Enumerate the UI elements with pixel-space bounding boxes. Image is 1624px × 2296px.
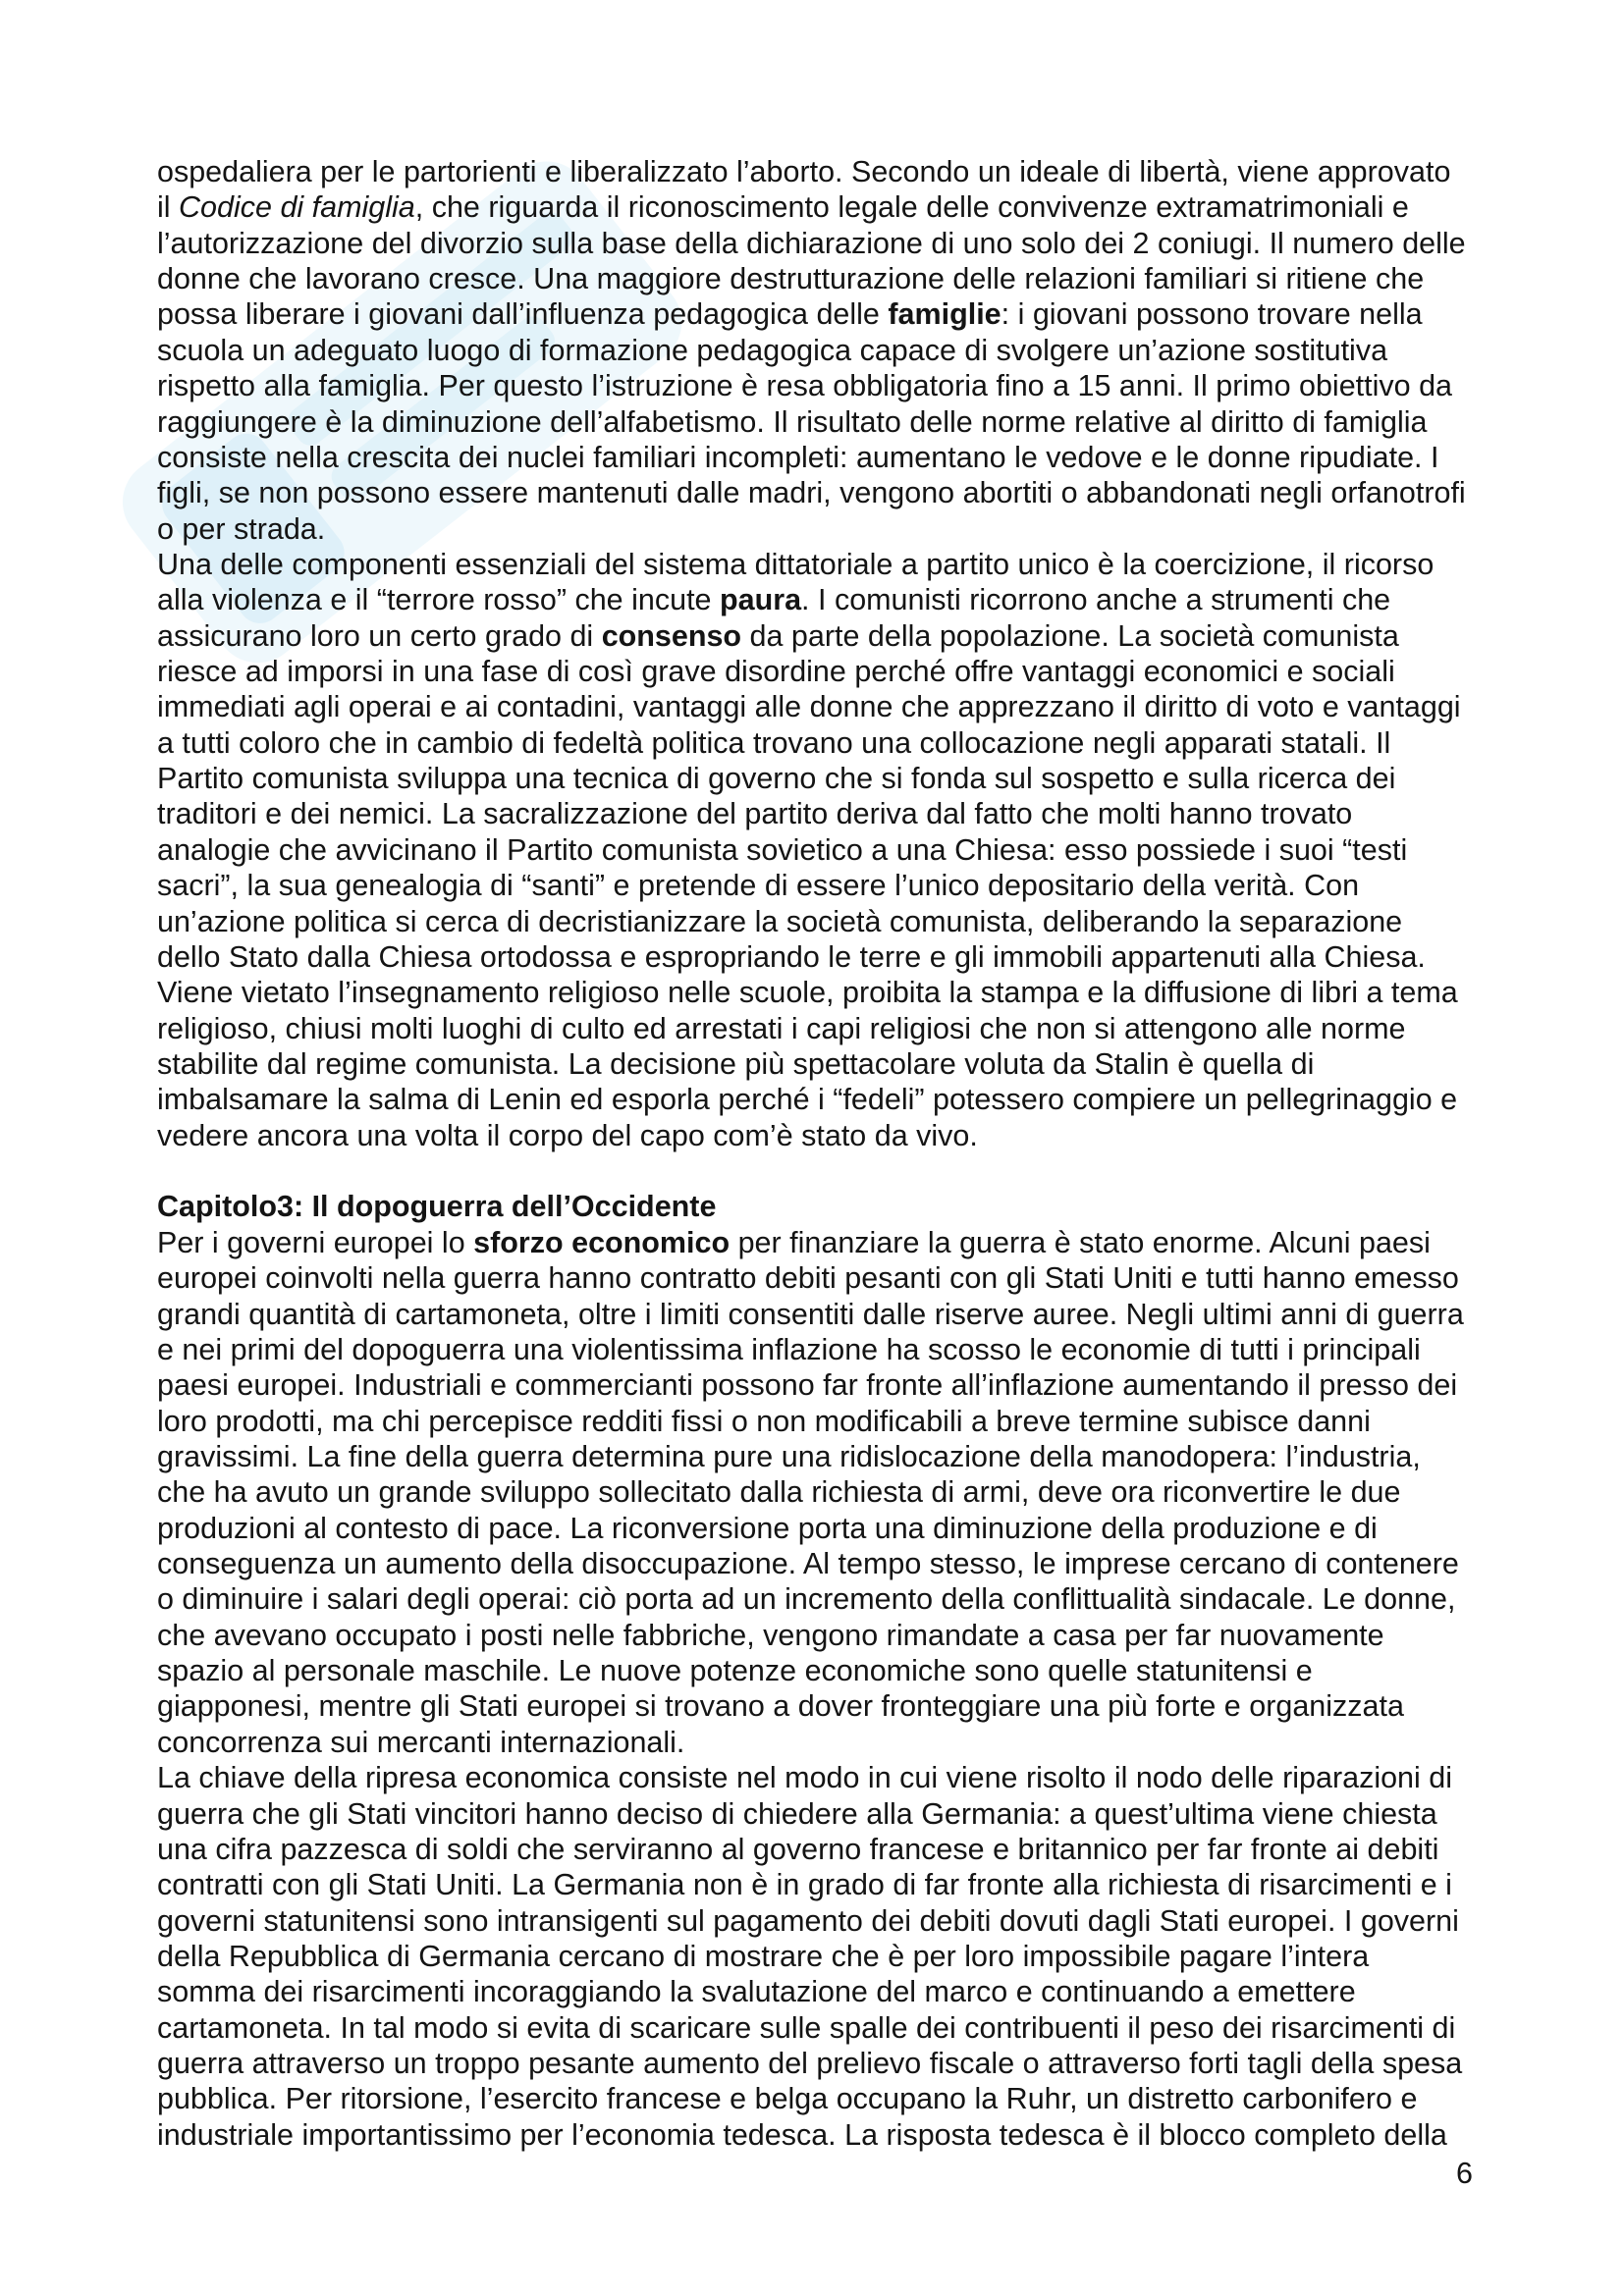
text-line	[157, 2046, 1466, 2081]
paragraph	[157, 154, 1466, 547]
text-run: contratti con gli Stati Uniti. La Germania non è in grado di far fronte alla richiesta di risarcimenti e i	[157, 1868, 1452, 1902]
text-run: : i giovani possono trovare nella	[1001, 297, 1423, 332]
text-run: Per i governi europei lo	[157, 1225, 474, 1259]
text-line	[157, 1725, 1466, 1760]
text-line	[157, 1118, 1466, 1153]
text-run: scuola un adeguato luogo di formazione pedagogica capace di svolgere un’azione sostitutiva	[157, 333, 1388, 367]
text-run: pubblica. Per ritorsione, l’esercito francese e belga occupano la Ruhr, un distretto carbonifero e	[157, 2082, 1418, 2116]
text-line	[157, 904, 1466, 939]
text-run: rispetto alla famiglia. Per questo l’istruzione è resa obbligatoria fino a 15 anni. Il primo obiettivo da	[157, 369, 1453, 403]
text-line	[157, 547, 1466, 582]
text-run: o diminuire i salari degli operai: ciò porta ad un incremento della conflittualità sindacale. Le donne,	[157, 1582, 1456, 1617]
bold-text: sforzo economico	[473, 1225, 731, 1259]
page-number: 6	[1456, 2157, 1473, 2190]
text-run: possa liberare i giovani dall’influenza pedagogica delle	[157, 297, 889, 332]
text-run: figli, se non possono essere mantenuti dalle madri, vengono abortiti o abbandonati negli orfanotrofi	[157, 476, 1466, 510]
text-line	[157, 1796, 1466, 1832]
text-run: Partito comunista sviluppa una tecnica di governo che si fonda sul sospetto e sulla ricerca dei	[157, 762, 1396, 796]
text-line	[157, 154, 1466, 189]
text-line	[157, 1974, 1466, 2009]
text-run: della Repubblica di Germania cercano di mostrare che è per loro impossibile pagare l’intera	[157, 1939, 1370, 1973]
text-run: traditori e dei nemici. La sacralizzazione del partito deriva dal fatto che molti hanno trovato	[157, 797, 1353, 831]
text-run: alla violenza e il “terrore rosso” che incute	[157, 583, 720, 617]
text-line	[157, 939, 1466, 975]
text-run: concorrenza sui mercanti internazionali.	[157, 1725, 685, 1759]
text-run: a tutti coloro che in cambio di fedeltà politica trovano una collocazione negli apparati statali. Il	[157, 725, 1391, 760]
text-run: donne che lavorano cresce. Una maggiore destrutturazione delle relazioni familiari si ritiene che	[157, 262, 1425, 296]
text-line	[157, 1332, 1466, 1367]
text-run: grandi quantità di cartamoneta, oltre i limiti consentiti dalle riserve auree. Negli ultimi anni di guerra	[157, 1297, 1464, 1331]
text-line	[157, 226, 1466, 261]
text-run: vedere ancora una volta il corpo del capo com’è stato da vivo.	[157, 1118, 978, 1152]
text-run: dello Stato dalla Chiesa ortodossa e espropriando le terre e gli immobili appartenuti alla Chiesa.	[157, 939, 1426, 974]
text-run: riesce ad imporsi in una fase di così grave disordine perché offre vantaggi economici e sociali	[157, 655, 1395, 689]
text-run: giapponesi, mentre gli Stati europei si trovano a dover fronteggiare una più forte e organizzata	[157, 1689, 1404, 1724]
text-run: che ha avuto un grande sviluppo sollecitato dalla richiesta di armi, deve ora riconvertire le due	[157, 1475, 1401, 1510]
text-line	[157, 975, 1466, 1010]
text-line	[157, 368, 1466, 403]
text-line	[157, 582, 1466, 617]
paragraph	[157, 1760, 1466, 2153]
text-line	[157, 1939, 1466, 1974]
text-run: religioso, chiusi molti luoghi di culto ed arrestati i capi religiosi che non si attengono alle norme	[157, 1011, 1406, 1045]
text-line	[157, 2081, 1466, 2116]
text-run: cartamoneta. In tal modo si evita di scaricare sulle spalle dei contribuenti il peso dei risarcimenti di	[157, 2010, 1456, 2045]
text-run: che avevano occupato i posti nelle fabbriche, vengono rimandate a casa per far nuovamente	[157, 1618, 1384, 1652]
text-line	[157, 333, 1466, 368]
text-run: il	[157, 190, 180, 225]
text-line	[157, 1011, 1466, 1046]
text-body	[157, 154, 1466, 2153]
text-run: spazio al personale maschile. Le nuove potenze economiche sono quelle statunitensi e	[157, 1654, 1313, 1688]
text-line	[157, 1474, 1466, 1510]
text-run: . I comunisti ricorrono anche a strumenti che	[801, 583, 1391, 617]
text-run: paesi europei. Industriali e commercianti possono far fronte all’inflazione aumentando il presso dei	[157, 1368, 1458, 1403]
text-line	[157, 1903, 1466, 1939]
text-run: Viene vietato l’insegnamento religioso nelle scuole, proibita la stampa e la diffusione di libri a tema	[157, 976, 1458, 1010]
text-run: l’autorizzazione del divorzio sulla base della dichiarazione di uno solo dei 2 coniugi. Il numero delle	[157, 226, 1466, 260]
text-run: ospedaliera per le partorienti e liberalizzato l’aborto. Secondo un ideale di libertà, viene approvato	[157, 155, 1451, 188]
text-line	[157, 1439, 1466, 1474]
text-run: europei coinvolti nella guerra hanno contratto debiti pesanti con gli Stati Uniti e tutti hanno emesso	[157, 1261, 1459, 1296]
text-run: guerra che gli Stati vincitori hanno deciso di chiedere alla Germania: a quest’ultima viene chiesta	[157, 1796, 1437, 1831]
text-run: raggiungere è la diminuzione dell’alfabetismo. Il risultato delle norme relative al diritto di famiglia	[157, 404, 1428, 439]
text-run: loro prodotti, ma chi percepisce redditi fissi o non modificabili a breve termine subisce danni	[157, 1404, 1371, 1438]
text-line	[157, 654, 1466, 689]
text-line	[157, 868, 1466, 903]
chapter-heading	[157, 1189, 1466, 1224]
text-line	[157, 725, 1466, 761]
text-run: La chiave della ripresa economica consiste nel modo in cui viene risolto il nodo delle riparazioni di	[157, 1761, 1453, 1795]
text-line	[157, 404, 1466, 440]
text-line	[157, 511, 1466, 547]
text-line	[157, 475, 1466, 510]
text-line	[157, 1832, 1466, 1867]
text-line	[157, 689, 1466, 724]
text-line	[157, 1297, 1466, 1332]
text-run: una cifra pazzesca di soldi che serviranno al governo francese e britannico per far fronte ai debiti	[157, 1832, 1439, 1866]
text-line	[157, 1511, 1466, 1546]
text-run: , che riguarda il riconoscimento legale delle convivenze extramatrimoniali e	[414, 190, 1409, 225]
text-line	[157, 1867, 1466, 1902]
text-run: un’azione politica si cerca di decristianizzare la società comunista, deliberando la separazione	[157, 904, 1403, 938]
text-line	[157, 1546, 1466, 1581]
text-line	[157, 832, 1466, 868]
text-run: immediati agli operai e ai contadini, vantaggi alle donne che apprezzano il diritto di voto e vantaggi	[157, 690, 1461, 724]
text-run: guerra attraverso un troppo pesante aumento del prelievo fiscale o attraverso forti tagli della spesa	[157, 2047, 1463, 2081]
text-run: imbalsamare la salma di Lenin ed esporla perché i “fedeli” potessero compiere un pellegrinaggio e	[157, 1083, 1458, 1117]
text-run: somma dei risarcimenti incoraggiando la svalutazione del marco e continuando a emettere	[157, 1975, 1356, 2009]
bold-text: Capitolo3: Il dopoguerra dell’Occidente	[157, 1190, 717, 1224]
text-run: gravissimi. La fine della guerra determina pure una ridislocazione della manodopera: l’industria,	[157, 1439, 1421, 1473]
text-line	[157, 2010, 1466, 2046]
bold-text: consenso	[601, 618, 742, 653]
text-run: da parte della popolazione. La società comunista	[741, 618, 1399, 653]
paragraph	[157, 1225, 1466, 1760]
text-line	[157, 1688, 1466, 1724]
text-run: o per strada.	[157, 511, 326, 546]
text-run: e nei primi del dopoguerra una violentissima inflazione ha scosso le economie di tutti i principali	[157, 1332, 1421, 1366]
text-line	[157, 1367, 1466, 1403]
text-line	[157, 1581, 1466, 1617]
text-line	[157, 796, 1466, 831]
text-line	[157, 1404, 1466, 1439]
text-line	[157, 1225, 1466, 1260]
text-run: per finanziare la guerra è stato enorme. Alcuni paesi	[730, 1225, 1431, 1259]
text-line	[157, 2117, 1466, 2153]
text-line	[157, 1760, 1466, 1795]
text-line	[157, 189, 1466, 225]
text-line	[157, 440, 1466, 475]
text-line	[157, 296, 1466, 332]
text-run: analogie che avvicinano il Partito comunista sovietico a una Chiesa: esso possiede i suoi “testi	[157, 832, 1408, 867]
bold-text: famiglie	[888, 297, 1001, 332]
text-run: industriale importantissimo per l’economia tedesca. La risposta tedesca è il blocco completo della	[157, 2117, 1447, 2152]
bold-text: paura	[719, 583, 802, 617]
text-line	[157, 1189, 1466, 1224]
text-run: produzioni al contesto di pace. La riconversione porta una diminuzione della produzione e di	[157, 1511, 1378, 1545]
text-line	[157, 1618, 1466, 1653]
text-line	[157, 261, 1466, 296]
text-run: governi statunitensi sono intransigenti sul pagamento dei debiti dovuti dagli Stati europei. I governi	[157, 1903, 1459, 1938]
text-line	[157, 618, 1466, 654]
paragraph	[157, 547, 1466, 1153]
text-run: stabilite dal regime comunista. La decisione più spettacolare voluta da Stalin è quella di	[157, 1046, 1315, 1081]
text-line	[157, 1260, 1466, 1296]
text-line	[157, 1046, 1466, 1082]
text-run: Una delle componenti essenziali del sistema dittatoriale a partito unico è la coercizione, il ricorso	[157, 547, 1435, 581]
text-line	[157, 761, 1466, 796]
text-run: sacri”, la sua genealogia di “santi” e pretende di essere l’unico depositario della verità. Con	[157, 869, 1360, 903]
text-run: assicurano loro un certo grado di	[157, 618, 602, 653]
text-run: consiste nella crescita dei nuclei familiari incompleti: aumentano le vedove e le donne ripudiate. I	[157, 440, 1439, 474]
italic-text: Codice di famiglia	[179, 190, 415, 225]
text-line	[157, 1082, 1466, 1117]
text-line	[157, 1653, 1466, 1688]
text-run: conseguenza un aumento della disoccupazione. Al tempo stesso, le imprese cercano di contenere	[157, 1547, 1459, 1581]
